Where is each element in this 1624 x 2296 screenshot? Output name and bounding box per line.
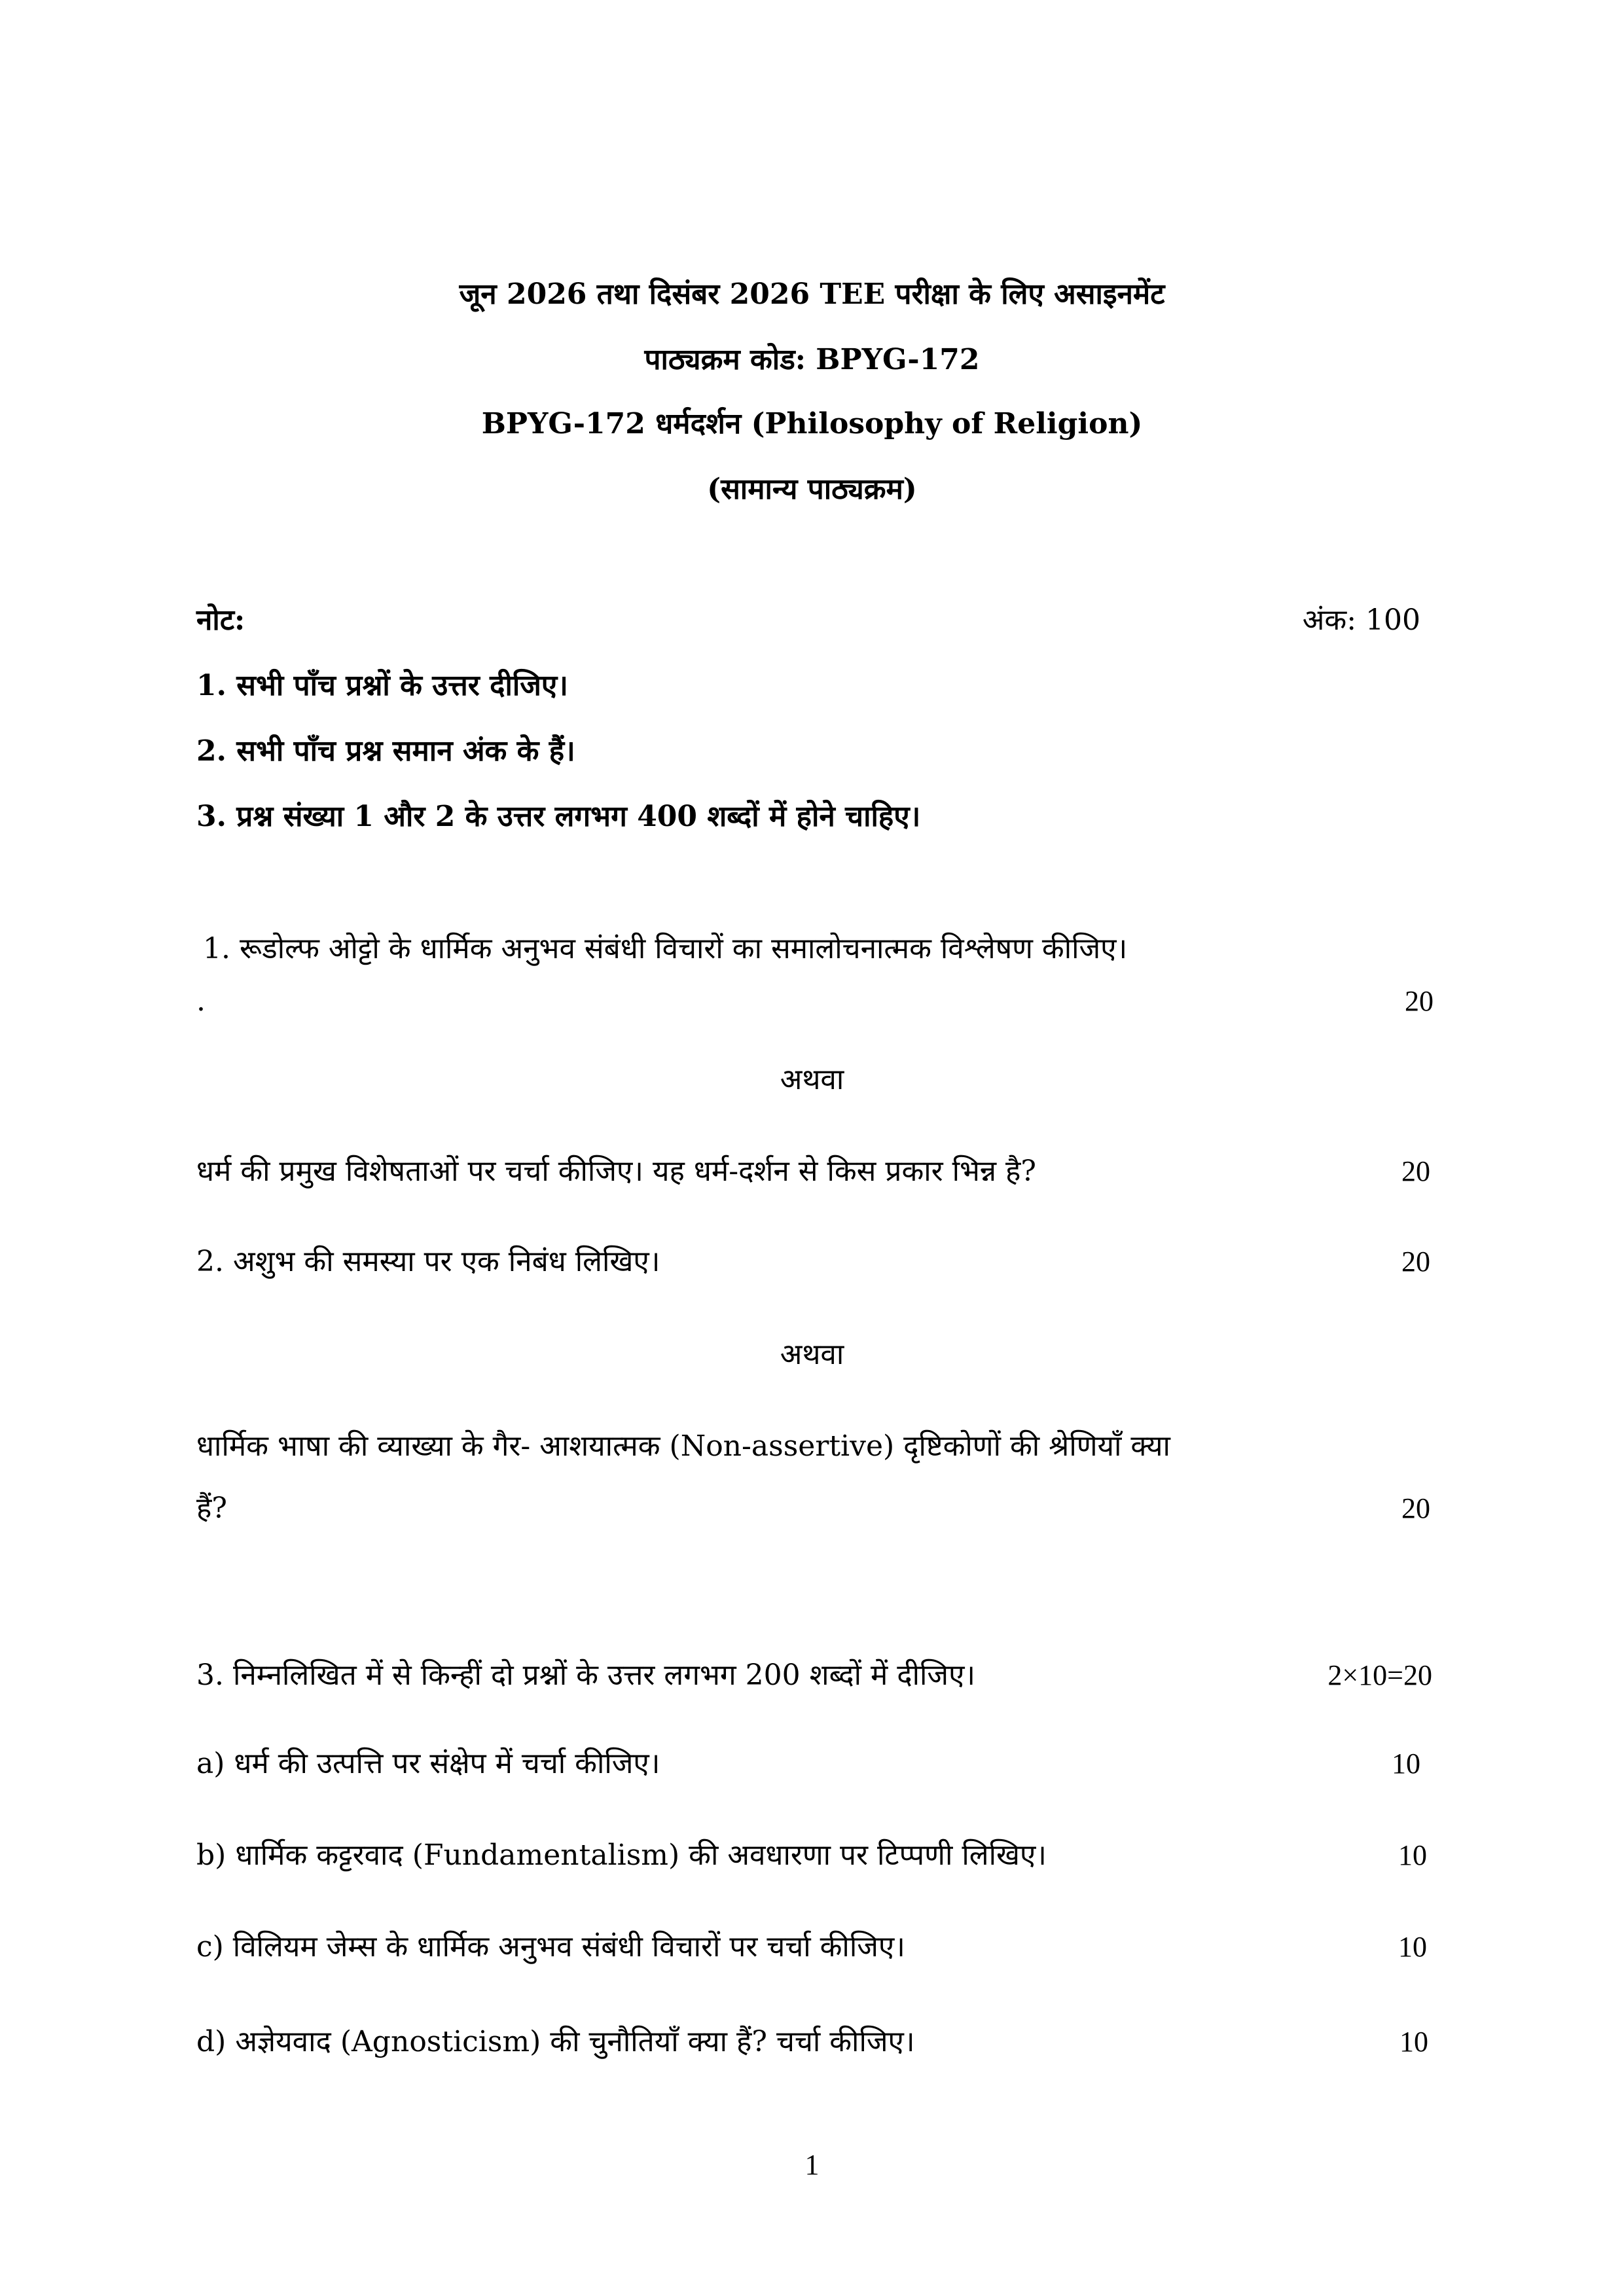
- question-3-marks: 2×10=20: [1327, 1659, 1432, 1691]
- question-1-alt-marks: 20: [1401, 1155, 1430, 1187]
- question-2-alt-text-line2: हैं?: [196, 1492, 227, 1525]
- question-3b-marks: 10: [1398, 1839, 1427, 1871]
- question-3b-text: b) धार्मिक कट्टरवाद (Fundamentalism) की अवधारणा पर टिप्पणी लिखिए।: [196, 1839, 1047, 1872]
- question-1-marks: 20: [1405, 985, 1434, 1017]
- question-1-dot: .: [196, 984, 206, 1018]
- note-label: नोट:: [196, 603, 245, 637]
- question-1-text: 1. रूडोल्फ ओट्टो के धार्मिक अनुभव संबंधी विचारों का समालोचनात्मक विश्लेषण कीजिए।: [203, 932, 1128, 965]
- question-3c-marks: 10: [1398, 1931, 1427, 1963]
- question-2-text: 2. अशुभ की समस्या पर एक निबंध लिखिए।: [196, 1245, 660, 1278]
- question-3a-marks: 10: [1392, 1748, 1420, 1780]
- question-2-marks: 20: [1401, 1246, 1430, 1278]
- question-3-intro: 3. निम्नलिखित में से किन्हीं दो प्रश्नों के उत्तर लगभग 200 शब्दों में दीजिए।: [196, 1659, 976, 1692]
- question-2-alt-text-line1: धार्मिक भाषा की व्याख्या के गैर- आशयात्मक (Non-assertive) दृष्टिकोणों की श्रेणियाँ क्या: [196, 1429, 1170, 1463]
- course-title: BPYG-172 धर्मदर्शन (Philosophy of Religion): [481, 407, 1143, 440]
- question-1-alt-text: धर्म की प्रमुख विशेषताओं पर चर्चा कीजिए। यह धर्म-दर्शन से किस प्रकार भिन्न है?: [196, 1155, 1036, 1188]
- assignment-title: जून 2026 तथा दिसंबर 2026 TEE परीक्षा के लिए असाइनमेंट: [459, 278, 1165, 311]
- or-separator-1: अथवा: [780, 1063, 844, 1096]
- page-number: 1: [804, 2149, 820, 2181]
- question-3d-marks: 10: [1399, 2026, 1428, 2058]
- course-code: पाठ्यक्रम कोड: BPYG-172: [644, 343, 980, 376]
- note-item-1: 1. सभी पाँच प्रश्नों के उत्तर दीजिए।: [196, 669, 568, 702]
- question-3a-text: a) धर्म की उत्पत्ति पर संक्षेप में चर्चा कीजिए।: [196, 1747, 660, 1780]
- question-3c-text: c) विलियम जेम्स के धार्मिक अनुभव संबंधी विचारों पर चर्चा कीजिए।: [196, 1930, 905, 1964]
- total-marks: अंक: 100: [1302, 603, 1420, 637]
- or-separator-2: अथवा: [780, 1338, 844, 1371]
- question-2-alt-marks: 20: [1401, 1492, 1430, 1524]
- note-item-2: 2. सभी पाँच प्रश्न समान अंक के हैं।: [196, 734, 575, 768]
- question-3d-text: d) अज्ञेयवाद (Agnosticism) की चुनौतियाँ क्या हैं? चर्चा कीजिए।: [196, 2025, 915, 2058]
- course-type: (सामान्य पाठ्यक्रम): [707, 473, 917, 506]
- note-item-3: 3. प्रश्न संख्या 1 और 2 के उत्तर लगभग 400 शब्दों में होने चाहिए।: [196, 800, 921, 833]
